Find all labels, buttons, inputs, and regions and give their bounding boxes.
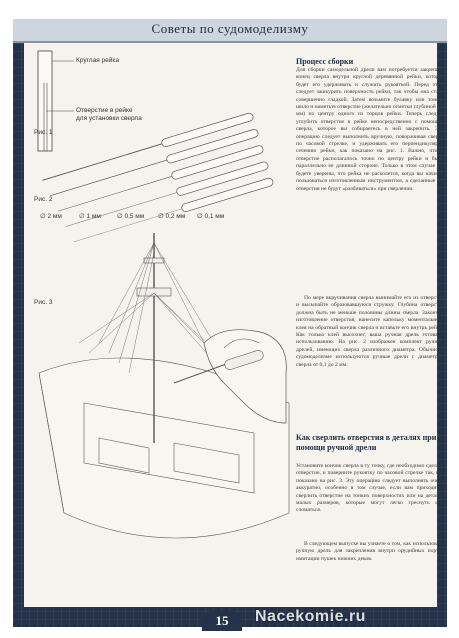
page-number: 15 [215, 613, 229, 628]
assembly-paragraph-2: По мере вкручивания сверла вынимайте его из отверстия и высыпайте образовавшуюся стружку. Глубина отверстия должна быть не меньше половины длины сверла. Закончив изготовление отверстия, нанесите капельку моментального клея на обратный кончик сверла и вставьте его внутрь рейки. Как только клей высохнет, ваша ручная дрель готова к использованию. На рис. 2 изображен комплект ручных дрелей, имеющих сверла различного диаметра. Обычно в судомоделизме используются ручные дрели с диаметром сверла от 0,1 до 2 мм. [296, 295, 444, 368]
figure-1-label: Рис. 1 [34, 129, 53, 136]
header-bar [13, 19, 447, 43]
figure-2-label: Рис. 2 [34, 196, 53, 203]
hole-callout-line1: Отверстие в рейке [76, 107, 133, 114]
diameter-label: ∅ 0,5 мм [117, 213, 145, 220]
assembly-paragraph: Для сборки самодельной дрели вам потребуется закрепить конец сверла внутри круглой деревянной рейки, которая будет его удерживать и служить рукояткой. Перед этим следует зашкурить поверхность рейки, так чтобы она стала совершенно гладкой. Затем возьмите булавку или тонкое шило и наметьте отверстие (желательно отметки глубиной в 1 мм) по центру одного из торцов рейки. Теперь следует углубить отверстие в рейке непосредственно с помощью сверла, которое вы собираетесь в ней закрепить. Эту операцию следует выполнить вручную, поворачивая сверло по часовой стрелке, и удерживать его перпендикулярно сечению рейки, как показано на рис. 1. Важно, чтобы отверстие располагалось точно по центру рейки и было параллельно ее длинной стороне. Только в этом случае вы будете уверены, что рейка не расколется, когда вы начнете пользоваться изготовленным инструментом, а сделанные им отверстия не будут «разбиваться» при сверлении. [296, 67, 444, 192]
figure-3-label: Рис. 3 [34, 299, 53, 306]
drill-paragraph: Установите кончик сверла в ту точку, где необходимо сделать отверстие, и поверните рукоятку по часовой стрелке так, как показано на рис. 3. Эту операцию следует выполнять очень аккуратно, особенно в том случае, если вам приходится сверлить отверстие на тонких поверхностях или на деталях малых размеров, которые могут легко треснуть или сломаться. [296, 463, 444, 514]
rail-cross-section [38, 51, 74, 151]
diameter-label: ∅ 0,1 мм [197, 213, 225, 220]
drill-heading: Как сверлить отверстия в деталях при помощи ручной дрели [296, 433, 437, 452]
diameter-label: ∅ 1 мм [79, 213, 101, 220]
diameter-label: ∅ 0,2 мм [158, 213, 186, 220]
ship-sketch [39, 233, 289, 538]
watermark: Nacekomie.ru [255, 608, 366, 625]
drill-set [41, 112, 274, 249]
drill-paragraph-2: В следующем выпуске вы узнаете о том, как использовать ручную дрель для закрепления внутри орудийных портов имитации пушек нижних деков. [296, 541, 444, 562]
illustration [24, 43, 292, 603]
round-rail-callout: Круглая рейка [76, 57, 120, 64]
hole-callout-line2: для установки сверла [76, 115, 142, 122]
page-number-tab [202, 611, 242, 631]
diameter-label: ∅ 2 мм [40, 213, 62, 220]
page-title: Советы по судомоделизму [151, 21, 309, 36]
assembly-heading: Процесс сборки [296, 57, 354, 66]
